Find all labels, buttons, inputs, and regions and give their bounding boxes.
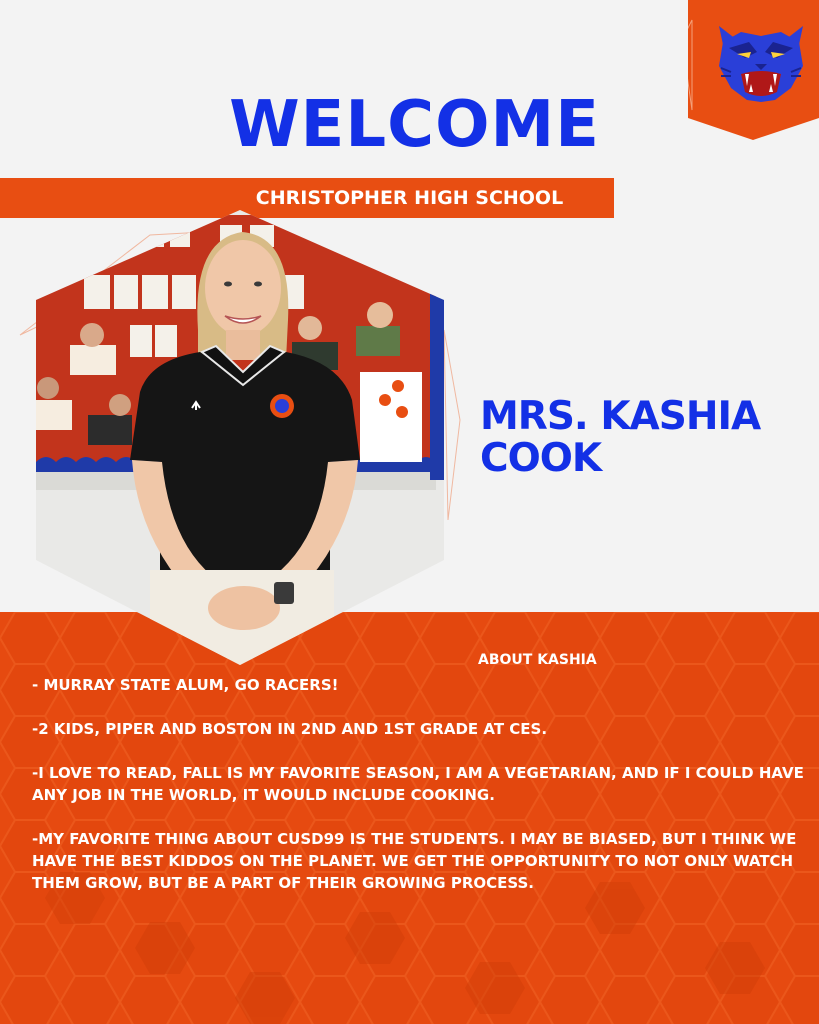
teacher-name-line1: MRS. KASHIA: [480, 394, 761, 439]
teacher-photo: [0, 200, 470, 670]
list-item: -MY FAVORITE THING ABOUT CUSD99 IS THE STUDENTS. I MAY BE BIASED, BUT I THINK WE HAVE THE BEST KIDDOS ON THE PLANET. WE GET THE OPPORTUNITY TO NOT ONLY WATCH THEM GROW, BUT BE A PART OF THEIR GROWING PROCESS.: [32, 830, 797, 892]
about-list: [32, 674, 812, 916]
list-item: - MURRAY STATE ALUM, GO RACERS!: [32, 676, 339, 694]
teacher-name: [480, 396, 810, 480]
list-item: -2 KIDS, PIPER AND BOSTON IN 2ND AND 1ST GRADE AT CES.: [32, 720, 548, 738]
teacher-name-line2: COOK: [480, 436, 602, 481]
school-name: CHRISTOPHER HIGH SCHOOL: [255, 187, 564, 209]
welcome-title: WELCOME: [229, 88, 600, 162]
list-item: -I LOVE TO READ, FALL IS MY FAVORITE SEASON, I AM A VEGETARIAN, AND IF I COULD HAVE ANY JOB IN THE WORLD, IT WOULD INCLUDE COOKING.: [32, 764, 804, 804]
about-title: ABOUT KASHIA: [478, 652, 597, 668]
